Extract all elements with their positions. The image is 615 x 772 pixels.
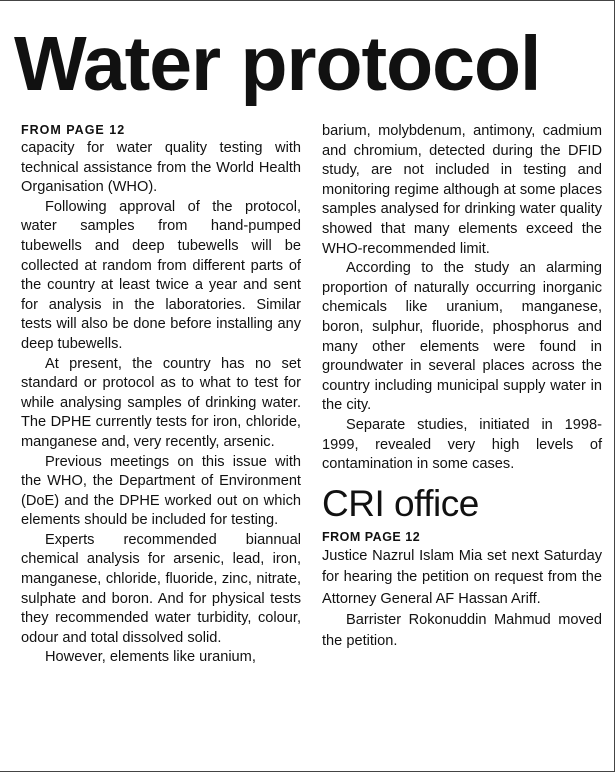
left-column [21, 122, 301, 668]
paragraph: Previous meetings on this issue with the WHO, the Department of Environment (DoE) and the DPHE worked out on which elements should be included for testing. [21, 453, 301, 529]
right-column [322, 122, 602, 653]
paragraph: At present, the country has no set standard or protocol as to what to test for while analysing samples of drinking water. The DPHE currently tests for iron, chloride, manganese and, very recently, arsenic. [21, 355, 301, 450]
article-headline: Water protocol [14, 21, 541, 107]
paragraph: However, elements like uranium, [45, 649, 256, 666]
paragraph: According to the study an alarming proportion of naturally occurring inorganic chemicals like uranium, manganese, boron, sulphur, fluoride, phosphorus and many other elements were found in groundwater in several places across the country including municipal supply water in the city. [322, 260, 602, 414]
paragraph: Separate studies, initiated in 1998-1999, revealed very high levels of contamination in some cases. [322, 416, 602, 473]
paragraph: capacity for water quality testing with technical assistance from the World Health Organisation (WHO). [21, 140, 301, 196]
paragraph: Justice Nazrul Islam Mia set next Saturday for hearing the petition on request from the Attorney General AF Hassan Ariff. [322, 547, 602, 607]
paragraph: Barrister Rokonuddin Mahmud moved the petition. [322, 611, 602, 650]
jump-label: FROM PAGE 12 [21, 123, 126, 137]
cri-headline: CRI office [322, 482, 479, 524]
cri-office-story [322, 481, 602, 653]
cri-jump-label: FROM PAGE 12 [322, 529, 421, 544]
paragraph: Following approval of the protocol, water samples from hand-pumped tubewells and deep tubewells will be collected at random from different parts of the country at least twice a year and sent for analysis in the laboratories. Similar tests will also be done before installing any deep tubewells. [21, 198, 301, 352]
paragraph: Experts recommended biannual chemical analysis for arsenic, lead, iron, manganese, chloride, fluoride, zinc, nitrate, sulphate and boron. And for physical tests they recommended water turbidity, colour, odour and total dissolved solid. [21, 531, 301, 646]
paragraph: barium, molybdenum, antimony, cadmium and chromium, detected during the DFID study, are not included in testing and monitoring regime although at some places samples analysed for drinking water quality showed that many elements exceed the WHO-recommended limit. [322, 123, 602, 257]
